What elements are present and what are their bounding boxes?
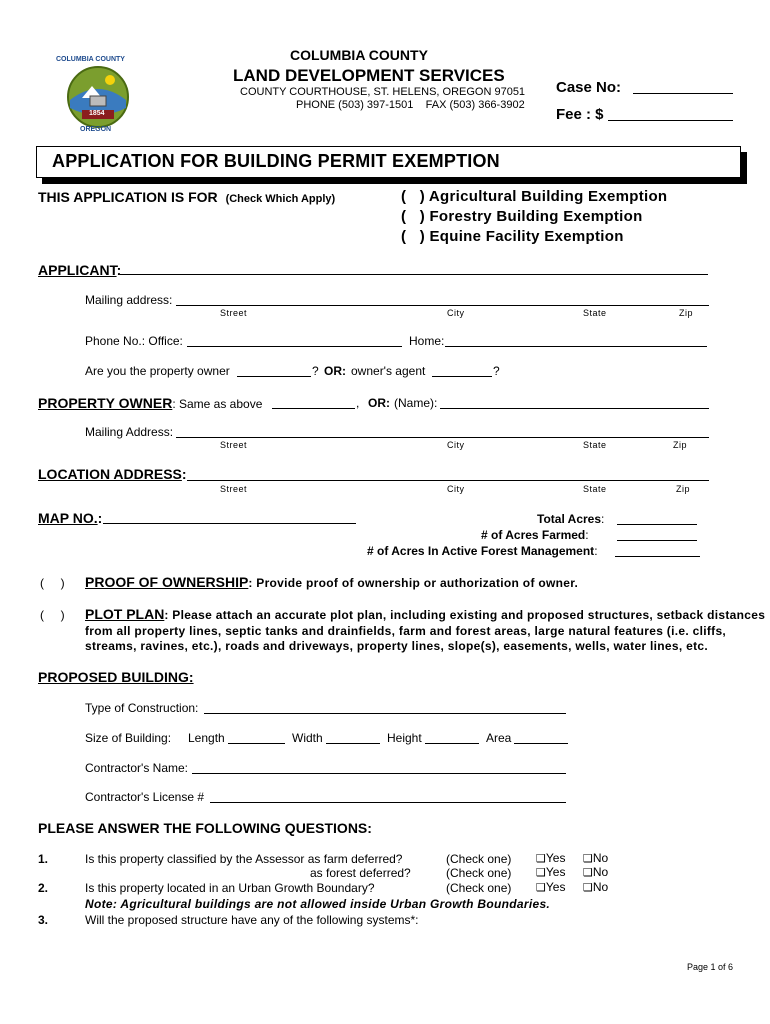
check-which-apply: (Check Which Apply) <box>225 193 336 205</box>
total-acres-field[interactable] <box>617 524 697 525</box>
width-label: Width <box>292 731 323 745</box>
type-construction-field[interactable] <box>204 713 566 714</box>
area-field[interactable] <box>514 743 568 744</box>
height-field[interactable] <box>425 743 479 744</box>
option-agricultural[interactable]: ( ) Agricultural Building Exemption <box>401 188 668 205</box>
owner-agent-question-mark: ? <box>493 364 500 378</box>
owner-state-caption: State <box>583 440 607 450</box>
plot-checkbox[interactable]: ( ) <box>40 608 65 622</box>
q1-text: Is this property classified by the Assessor as farm deferred? <box>85 852 403 866</box>
property-owner-label-text: PROPERTY OWNER <box>38 395 173 411</box>
owner-comma: , <box>356 396 360 410</box>
plot-label: PLOT PLAN <box>85 606 165 622</box>
owner-question <box>85 364 230 378</box>
proof-ownership <box>85 574 578 592</box>
applicant-street-caption: Street <box>220 308 248 318</box>
location-city-caption: City <box>447 484 465 494</box>
q1b-no-box-icon: ❑ <box>583 866 593 879</box>
fee-field[interactable] <box>608 120 733 121</box>
acres-farmed-label <box>481 528 589 542</box>
q2-no[interactable] <box>583 880 608 894</box>
total-acres-text: Total Acres <box>537 512 602 526</box>
proof-checkbox[interactable]: ( ) <box>40 576 65 590</box>
owner-city-caption: City <box>447 440 465 450</box>
applicant-colon: : <box>116 262 122 278</box>
location-state-caption: State <box>583 484 607 494</box>
applicant-label-text: APPLICANT <box>38 262 117 278</box>
size-building-label: Size of Building: <box>85 731 172 745</box>
q1b-check-one: (Check one) <box>446 866 512 880</box>
q1b-no[interactable] <box>583 865 608 879</box>
logo-year-text: 1854 <box>89 110 105 117</box>
q1b-no-text: No <box>592 865 609 879</box>
applicant-state-caption: State <box>583 308 607 318</box>
owner-mailing-label: Mailing Address: <box>85 425 174 439</box>
plot-text-2: from all property lines, septic tanks and drainfields, farm and forest areas, large natural features (i.e. cliffs, <box>85 624 727 638</box>
area-label: Area <box>486 731 512 745</box>
acres-farmed-field[interactable] <box>617 540 697 541</box>
acres-forest-text: # of Acres In Active Forest Management <box>367 544 595 558</box>
q1-yes-text: Yes <box>545 851 566 865</box>
same-as-above-field[interactable] <box>272 408 355 409</box>
map-no-label <box>38 510 102 526</box>
length-field[interactable] <box>228 743 285 744</box>
owner-question-mark: ? <box>312 364 319 378</box>
owner-question-text: Are you the property owner <box>85 364 230 378</box>
property-owner-name-field[interactable] <box>440 408 709 409</box>
phone-home-field[interactable] <box>445 346 707 347</box>
owner-or-label: OR: <box>324 364 346 378</box>
q2-number: 2. <box>38 881 49 895</box>
location-colon: : <box>181 466 187 482</box>
logo-top-text: COLUMBIA COUNTY <box>56 56 125 63</box>
location-label-text: LOCATION ADDRESS <box>38 466 182 482</box>
contractor-license-label: Contractor's License # <box>85 790 205 804</box>
total-acres-label <box>537 512 604 526</box>
county-logo <box>52 52 144 138</box>
q1-number: 1. <box>38 852 49 866</box>
location-zip-caption: Zip <box>676 484 691 494</box>
q1-yes[interactable] <box>536 851 565 865</box>
map-no-field[interactable] <box>103 523 356 524</box>
application-for-label <box>38 189 335 205</box>
q1b-yes-box-icon: ❑ <box>536 866 546 879</box>
contractor-name-field[interactable] <box>192 773 566 774</box>
q1-no-text: No <box>592 851 609 865</box>
phone-office-label: Phone No.: Office: <box>85 334 183 348</box>
property-owner-name-label: (Name): <box>394 396 438 410</box>
q2-yes[interactable] <box>536 880 565 894</box>
department-name: LAND DEVELOPMENT SERVICES <box>233 66 505 85</box>
q1b-yes-text: Yes <box>545 865 566 879</box>
width-field[interactable] <box>326 743 380 744</box>
county-name: COLUMBIA COUNTY <box>290 47 428 63</box>
applicant-name-field[interactable] <box>120 274 708 275</box>
acres-farmed-text: # of Acres Farmed <box>481 528 586 542</box>
location-address-field[interactable] <box>187 480 709 481</box>
case-no-label: Case No: <box>556 79 622 96</box>
height-label: Height <box>387 731 422 745</box>
ugb-note: Note: Agricultural buildings are not allowed inside Urban Growth Boundaries. <box>85 897 551 911</box>
q3-number: 3. <box>38 913 49 927</box>
fee-label: Fee : $ <box>556 106 604 123</box>
plot-plan <box>85 606 765 624</box>
page-title: APPLICATION FOR BUILDING PERMIT EXEMPTION <box>52 151 500 171</box>
q2-no-text: No <box>592 880 609 894</box>
q1-check-one: (Check one) <box>446 852 512 866</box>
location-address-label <box>38 466 187 482</box>
property-owner-or: OR: <box>368 396 390 410</box>
applicant-zip-caption: Zip <box>679 308 694 318</box>
phone-office-field[interactable] <box>187 346 402 347</box>
q2-text: Is this property located in an Urban Growth Boundary? <box>85 881 375 895</box>
applicant-mailing-label: Mailing address: <box>85 293 173 307</box>
owner-street-caption: Street <box>220 440 248 450</box>
proposed-building-label: PROPOSED BUILDING: <box>38 669 194 685</box>
plot-text-1: : Please attach an accurate plot plan, including existing and proposed structures, setback distances <box>164 608 766 622</box>
contractor-license-field[interactable] <box>210 802 566 803</box>
q3-text: Will the proposed structure have any of the following systems*: <box>85 913 419 927</box>
location-street-caption: Street <box>220 484 248 494</box>
total-acres-colon: : <box>601 512 605 526</box>
option-equine[interactable]: ( ) Equine Facility Exemption <box>401 228 624 245</box>
acres-forest-field[interactable] <box>615 556 700 557</box>
questions-label: PLEASE ANSWER THE FOLLOWING QUESTIONS: <box>38 820 372 836</box>
owner-agent-field[interactable] <box>432 376 492 377</box>
applicant-city-caption: City <box>447 308 465 318</box>
q2-no-box-icon: ❑ <box>583 881 593 894</box>
map-no-label-text: MAP NO. <box>38 510 98 526</box>
title-box <box>36 146 741 178</box>
applicant-label <box>38 262 121 278</box>
property-owner-field[interactable] <box>237 376 311 377</box>
q2-check-one: (Check one) <box>446 881 512 895</box>
same-as-above-text: : Same as above <box>172 397 263 411</box>
q2-yes-box-icon: ❑ <box>536 881 546 894</box>
q1-yes-box-icon: ❑ <box>536 852 546 865</box>
phone-home-label: Home: <box>409 334 445 348</box>
office-phone: PHONE (503) 397-1501 FAX (503) 366-3902 <box>296 99 525 111</box>
acres-forest-colon: : <box>594 544 598 558</box>
proof-label: PROOF OF OWNERSHIP <box>85 574 249 590</box>
q1b-yes[interactable] <box>536 865 565 879</box>
case-no-field[interactable] <box>633 93 733 94</box>
map-no-colon: : <box>97 510 103 526</box>
contractor-name-label: Contractor's Name: <box>85 761 188 775</box>
type-construction-label: Type of Construction: <box>85 701 199 715</box>
q1-no-box-icon: ❑ <box>583 852 593 865</box>
logo-bottom-text: OREGON <box>80 126 112 133</box>
q2-yes-text: Yes <box>545 880 566 894</box>
acres-farmed-colon: : <box>585 528 589 542</box>
length-label: Length <box>188 731 225 745</box>
office-address: COUNTY COURTHOUSE, ST. HELENS, OREGON 97051 <box>240 86 526 98</box>
applicant-mailing-field[interactable] <box>176 305 709 306</box>
page-number: Page 1 of 6 <box>687 962 734 972</box>
proof-text: : Provide proof of ownership or authorization of owner. <box>248 576 579 590</box>
owner-zip-caption: Zip <box>673 440 688 450</box>
q1b-text: as forest deferred? <box>310 866 411 880</box>
q1-no[interactable] <box>583 851 608 865</box>
owner-mailing-field[interactable] <box>176 437 709 438</box>
owner-agent-text: owner's agent <box>351 364 426 378</box>
acres-forest-label <box>367 544 598 558</box>
plot-text-3: streams, ravines, etc.), roads and driveways, property lines, slope(s), easements, wells, water lines, etc. <box>85 639 709 653</box>
application-for-text: THIS APPLICATION IS FOR <box>38 189 218 205</box>
property-owner-label <box>38 395 262 411</box>
option-forestry[interactable]: ( ) Forestry Building Exemption <box>401 208 643 225</box>
